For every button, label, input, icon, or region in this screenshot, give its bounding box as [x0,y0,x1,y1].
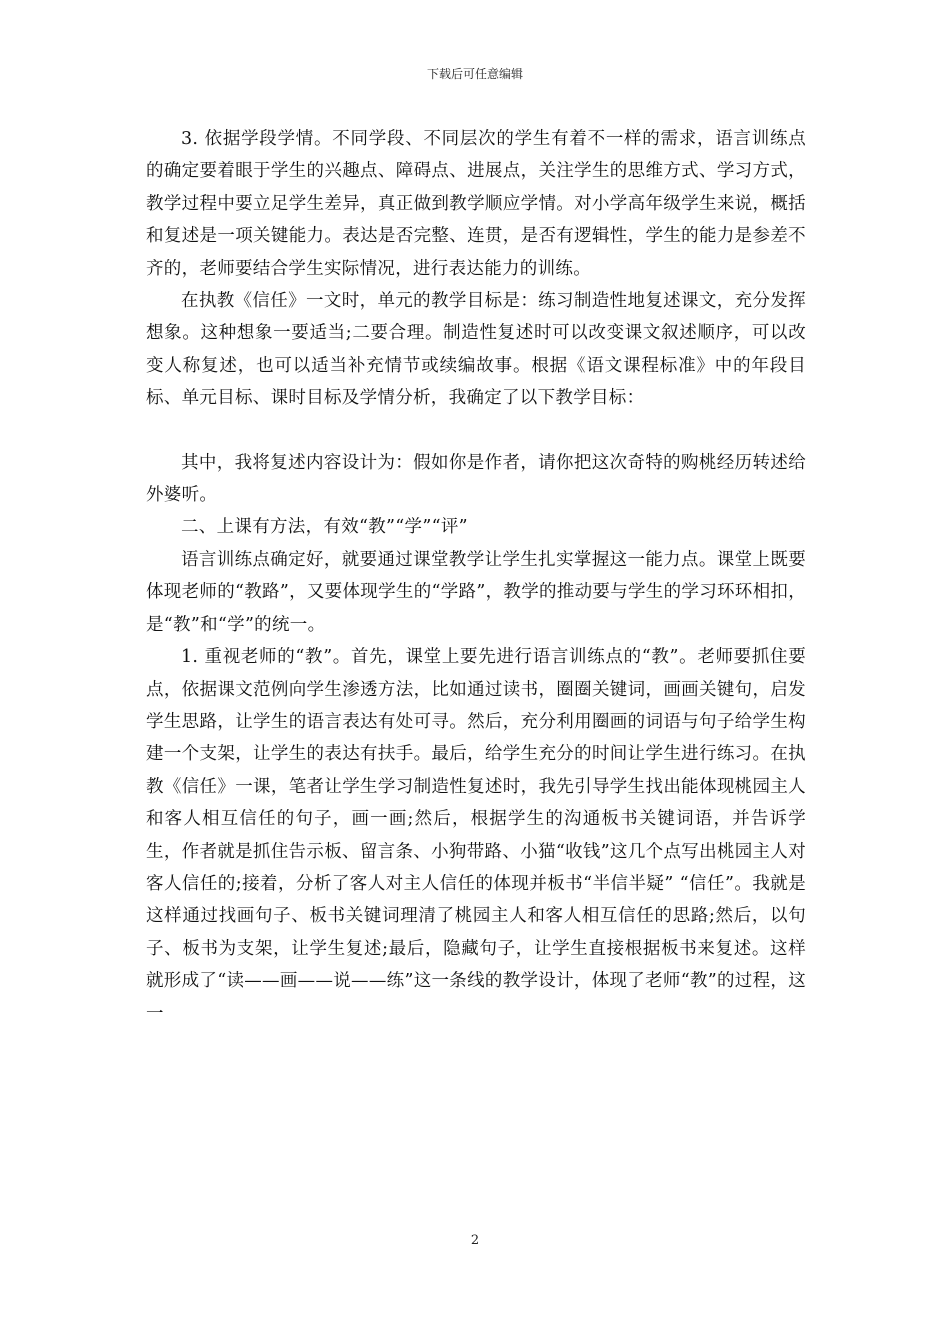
page-number: 2 [470,1233,480,1248]
paragraph-trust-lesson-goals: 在执教《信任》一文时，单元的教学目标是：练习制造性地复述课文，充分发挥想象。这种想象一要适当;二要合理。制造性复述时可以改变课文叙述顺序，可以改变人称复述，也可以适当补充情节或续编故事。根据《语文课程标准》中的年段目标、单元目标、课时目标及学情分析，我确定了以下教学目标： [146,291,806,409]
blank-gap [146,415,806,447]
paragraph-training-point: 语言训练点确定好，就要通过课堂教学让学生扎实掌握这一能力点。课堂上既要体现老师的“教路”，又要体现学生的“学路”，教学的推动要与学生的学习环环相扣，是“教”和“学”的统一。 [146,549,806,635]
paragraph-study-stage: 3. 依据学段学情。不同学段、不同层次的学生有着不一样的需求，语言训练点的确定要着眼于学生的兴趣点、障碍点、进展点，关注学生的思维方式、学习方式，教学过程中要立足学生差异，真正做到教学顺应学情。对小学高年级学生来说，概括和复述是一项关键能力。表达是否完整、连贯，是否有逻辑性，学生的能力是参差不齐的，老师要结合学生实际情况，进行表达能力的训练。 [146,129,806,279]
paragraph-teacher-teaching: 1. 重视老师的“教”。首先，课堂上要先进行语言训练点的“教”。老师要抓住要点，依据课文范例向学生渗透方法，比如通过读书，圈圈关键词，画画关键句，启发学生思路，让学生的语言表达有处可寻。然后，充分利用圈画的词语与句子给学生构建一个支架，让学生的表达有扶手。最后，给学生充分的时间让学生进行练习。在执教《信任》一课，笔者让学生学习制造性复述时，我先引导学生找出能体现桃园主人和客人相互信任的句子，画一画;然后，根据学生的沟通板书关键词语，并告诉学生，作者就是抓住告示板、留言条、小狗带路、小猫“收钱”这几个点写出桃园主人对客人信任的;接着，分析了客人对主人信任的体现并板书“半信半疑” “信任”。我就是这样通过找画句子、板书关键词理清了桃园主人和客人相互信任的思路;然后，以句子、板书为支架，让学生复述;最后，隐藏句子，让学生直接根据板书来复述。这样就形成了“读——画——说——练”这一条线的教学设计，体现了老师“教”的过程，这一 [146,647,806,1024]
section-heading-teaching-methods: 二、上课有方法，有效“教”“学”“评” [181,517,468,538]
page-header: 下载后可任意编辑 [426,67,523,81]
paragraph-retell-design: 其中，我将复述内容设计为：假如你是作者，请你把这次奇特的购桃经历转述给外婆听。 [146,452,806,506]
page-body [146,123,806,1030]
